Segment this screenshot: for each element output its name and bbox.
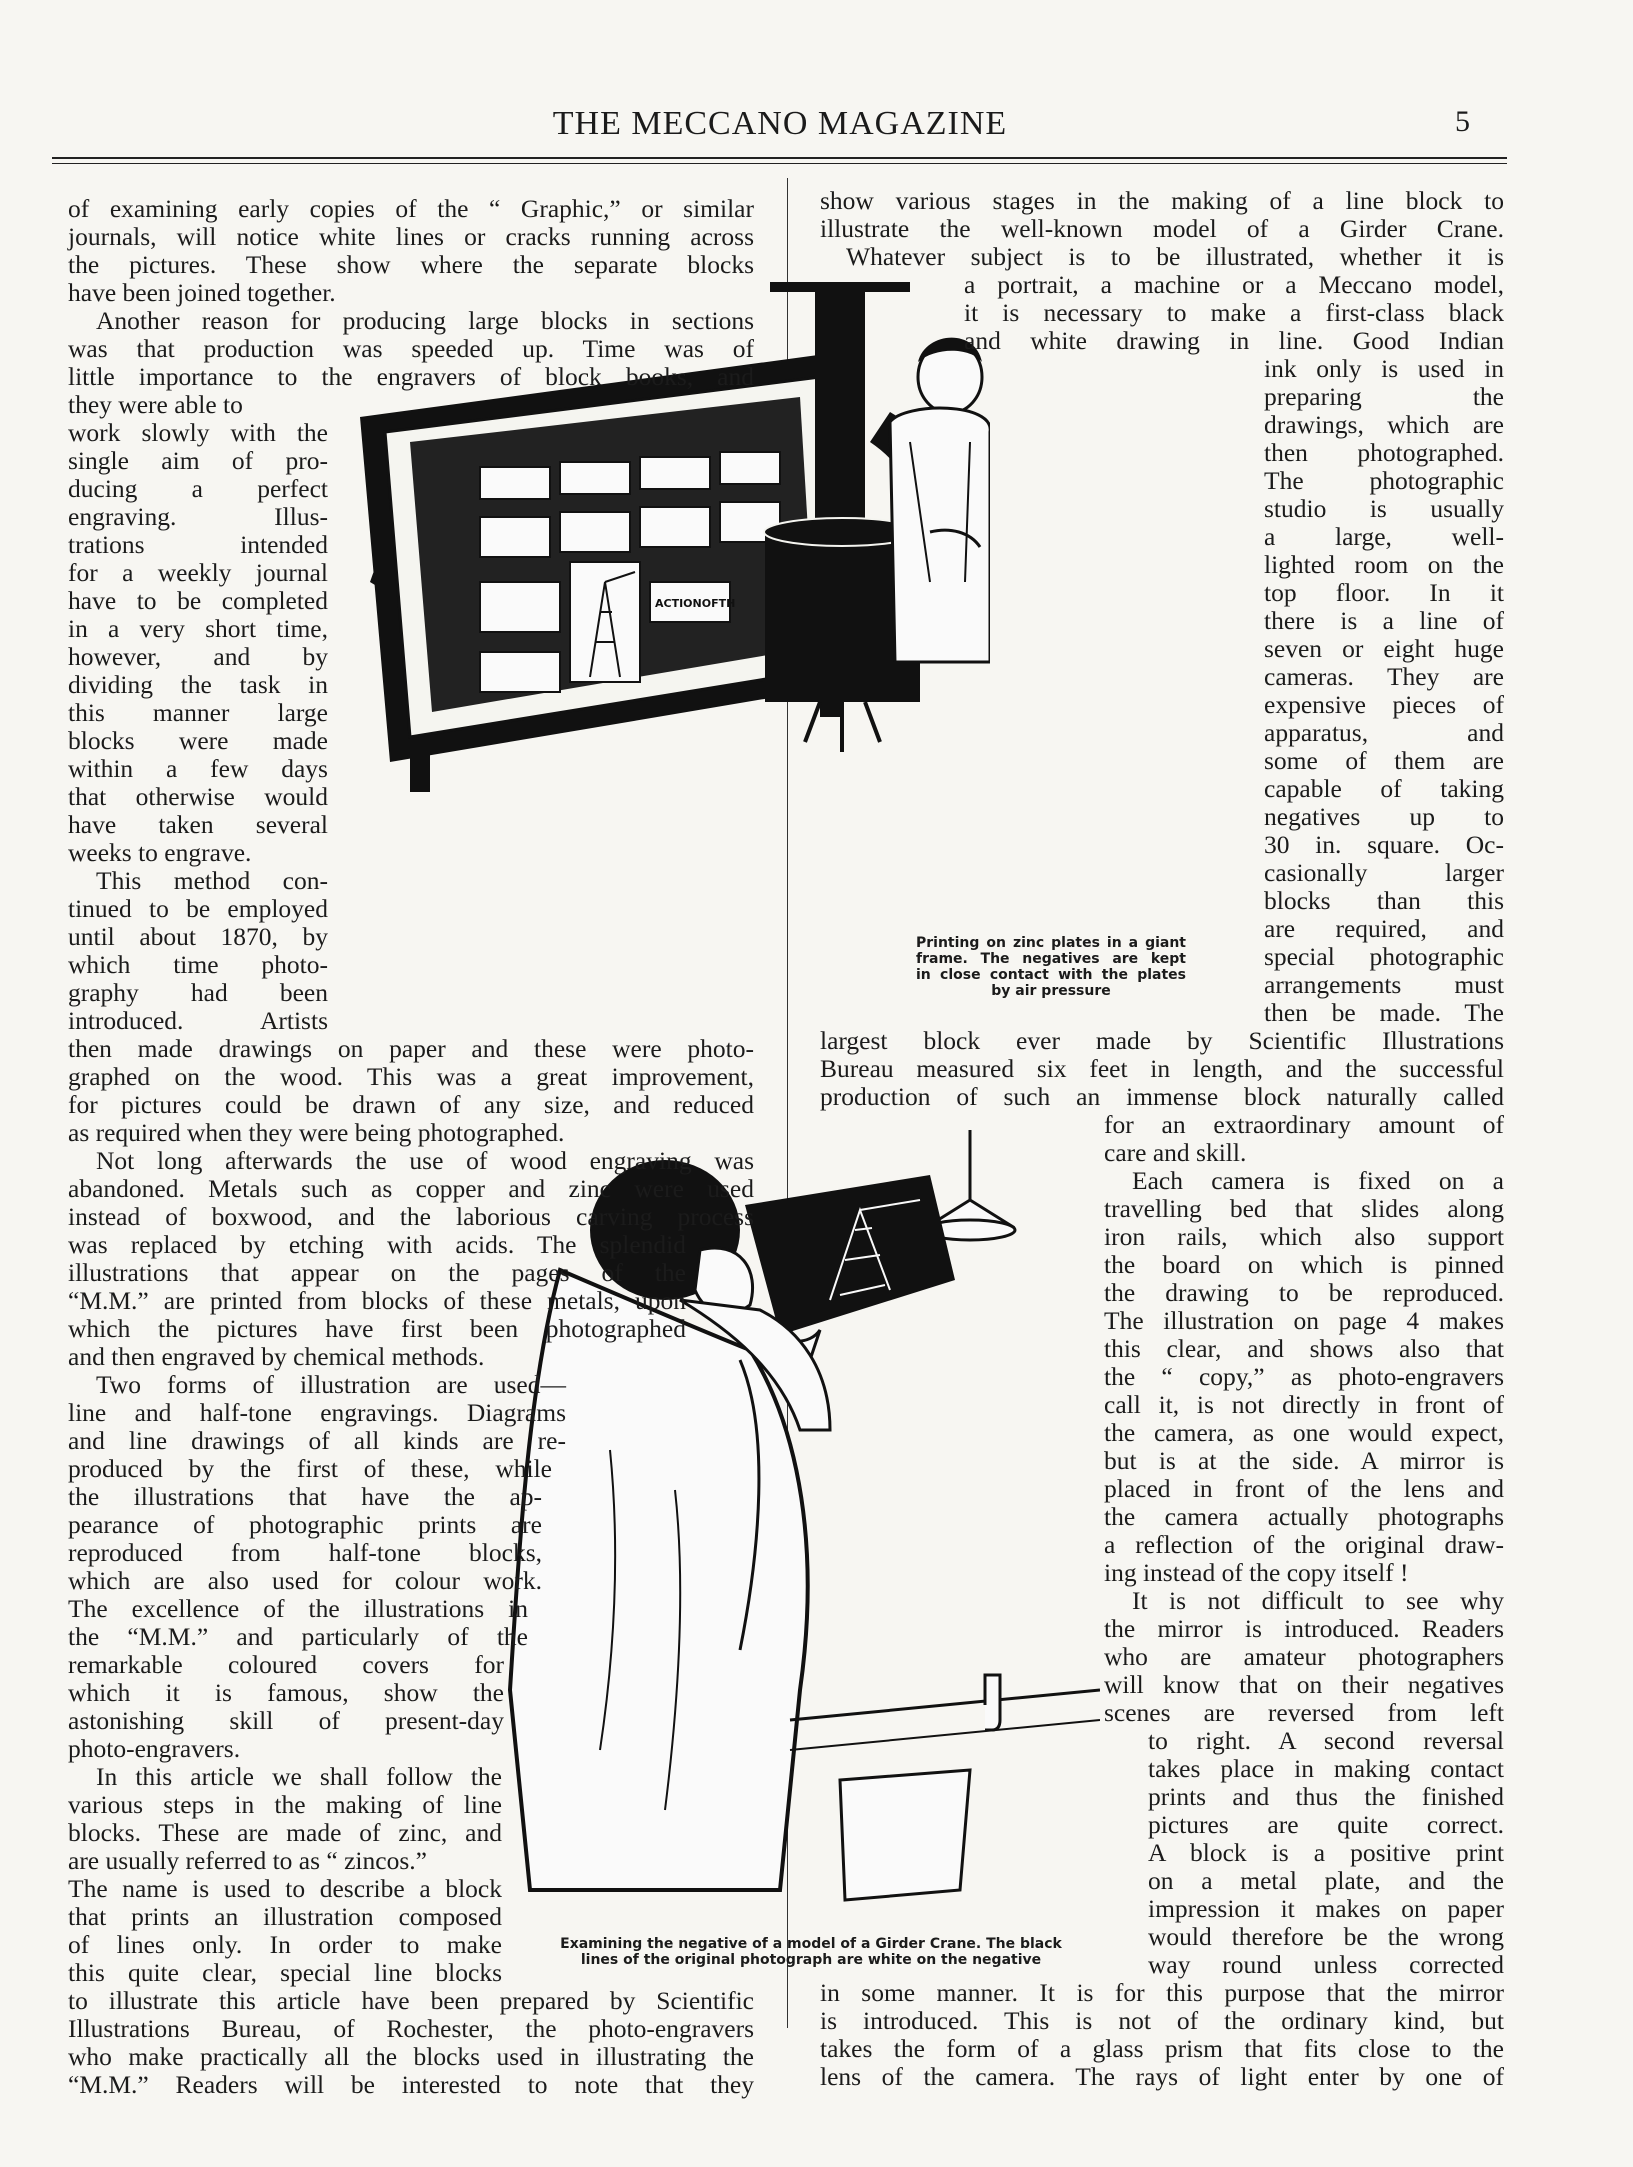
text-line: photo-engravers. xyxy=(68,1734,241,1763)
text-line: In this article we shall follow the xyxy=(96,1762,502,1791)
text-line: there is a line of xyxy=(1264,606,1504,635)
text-line: Not long afterwards the use of wood engraving was xyxy=(96,1146,754,1175)
text-line: capable of taking xyxy=(1264,774,1504,803)
caption-line: by air pressure xyxy=(991,983,1111,999)
text-line: graphy had been xyxy=(68,978,328,1007)
text-line: This method con- xyxy=(96,866,328,895)
text-line: takes the form of a glass prism that fits close to the xyxy=(820,2034,1504,2063)
text-line: who make practically all the blocks used in illustrating the xyxy=(68,2042,754,2071)
text-line: pearance of photographic prints are xyxy=(68,1510,542,1539)
svg-text:ACTIONOFTH: ACTIONOFTH xyxy=(655,597,736,610)
text-line: astonishing skill of present-day xyxy=(68,1706,504,1735)
text-line: are usually referred to as “ zincos.” xyxy=(68,1846,427,1875)
text-line: but is at the side. A mirror is xyxy=(1104,1446,1504,1475)
text-line: trations intended xyxy=(68,530,328,559)
text-line: to illustrate this article have been prepared by Scientific xyxy=(68,1986,754,2015)
text-line: drawings, which are xyxy=(1264,410,1504,439)
text-line: would therefore be the wrong xyxy=(1148,1922,1504,1951)
caption-printing-frame xyxy=(916,935,1186,999)
text-line: which the pictures have first been photographed xyxy=(68,1314,686,1343)
text-line: The name is used to describe a block xyxy=(68,1874,502,1903)
text-line: and line drawings of all kinds are re- xyxy=(68,1426,566,1455)
text-line: negatives up to xyxy=(1264,802,1504,831)
text-line: takes place in making contact xyxy=(1148,1754,1504,1783)
text-line: the pictures. These show where the separate blocks xyxy=(68,250,754,279)
text-line: reproduced from half-tone blocks, xyxy=(68,1538,542,1567)
text-line: will know that on their negatives xyxy=(1104,1670,1504,1699)
text-line: illustrations that appear on the pages of the xyxy=(68,1258,686,1287)
text-line: Each camera is fixed on a xyxy=(1132,1166,1504,1195)
text-line: lighted room on the xyxy=(1264,550,1504,579)
magazine-title: THE MECCANO MAGAZINE xyxy=(552,105,1008,142)
text-line: that otherwise would xyxy=(68,782,328,811)
text-line: this quite clear, special line blocks xyxy=(68,1958,502,1987)
text-line: then made drawings on paper and these were photo- xyxy=(68,1034,754,1063)
text-line: this manner large xyxy=(68,698,328,727)
text-line: line and half-tone engravings. Diagrams xyxy=(68,1398,566,1427)
text-line: casionally larger xyxy=(1264,858,1504,887)
text-line: little importance to the engravers of block books, and xyxy=(68,362,754,391)
text-line: produced by the first of these, while xyxy=(68,1454,552,1483)
text-line: within a few days xyxy=(68,754,328,783)
caption-line: frame. The negatives are kept xyxy=(916,951,1186,967)
text-line: have to be completed xyxy=(68,586,328,615)
text-line: are required, and xyxy=(1264,914,1504,943)
text-line: a reflection of the original draw- xyxy=(1104,1530,1504,1559)
text-line: that prints an illustration composed xyxy=(68,1902,502,1931)
text-line: the illustrations that have the ap- xyxy=(68,1482,542,1511)
caption-line: lines of the original photograph are white on the negative xyxy=(580,1952,1042,1968)
text-line: for an extraordinary amount of xyxy=(1104,1110,1504,1139)
text-line: preparing the xyxy=(1264,382,1504,411)
caption-line: Examining the negative of a model of a Girder Crane. The black xyxy=(560,1936,1062,1952)
text-line: The photographic xyxy=(1264,466,1504,495)
text-line: introduced. Artists xyxy=(68,1006,328,1035)
text-line: lens of the camera. The rays of light enter by one of xyxy=(820,2062,1504,2091)
text-line: apparatus, and xyxy=(1264,718,1504,747)
text-line: production of such an immense block naturally called xyxy=(820,1082,1504,1111)
text-line: then be made. The xyxy=(1264,998,1504,1027)
text-line: remarkable coloured covers for xyxy=(68,1650,504,1679)
text-line: however, and by xyxy=(68,642,328,671)
text-line: for pictures could be drawn of any size, and reduced xyxy=(68,1090,754,1119)
text-line: journals, will notice white lines or cracks running across xyxy=(68,222,754,251)
text-line: as required when they were being photographed. xyxy=(68,1118,565,1147)
text-line: “M.M.” Readers will be interested to note that they xyxy=(68,2070,754,2099)
text-line: of lines only. In order to make xyxy=(68,1930,502,1959)
text-line: prints and thus the finished xyxy=(1148,1782,1504,1811)
text-line: studio is usually xyxy=(1264,494,1504,523)
text-line: arrangements must xyxy=(1264,970,1504,999)
text-line: work slowly with the xyxy=(68,418,328,447)
text-line: blocks than this xyxy=(1264,886,1504,915)
text-line: iron rails, which also support xyxy=(1104,1222,1504,1251)
text-line: and then engraved by chemical methods. xyxy=(68,1342,485,1371)
text-line: various steps in the making of line xyxy=(68,1790,502,1819)
text-line: travelling bed that slides along xyxy=(1104,1194,1504,1223)
caption-examining-negative xyxy=(528,1936,1094,1968)
text-line: it is necessary to make a first-class black xyxy=(964,298,1504,327)
text-line: who are amateur photographers xyxy=(1104,1642,1504,1671)
text-line: “M.M.” are printed from blocks of these metals, upon xyxy=(68,1286,686,1315)
text-line: some of them are xyxy=(1264,746,1504,775)
text-line: impression it makes on paper xyxy=(1148,1894,1504,1923)
text-line: is introduced. This is not of the ordinary kind, but xyxy=(820,2006,1504,2035)
text-line: tinued to be employed xyxy=(68,894,328,923)
text-line: blocks. These are made of zinc, and xyxy=(68,1818,502,1847)
text-line: this clear, and shows also that xyxy=(1104,1334,1504,1363)
text-line: the board on which is pinned xyxy=(1104,1250,1504,1279)
text-line: abandoned. Metals such as copper and zinc were used xyxy=(68,1174,754,1203)
text-line: Whatever subject is to be illustrated, whether it is xyxy=(846,242,1504,271)
text-line: they were able to xyxy=(68,390,243,419)
text-line: care and skill. xyxy=(1104,1138,1247,1167)
text-line: call it, is not directly in front of xyxy=(1104,1390,1504,1419)
text-line: top floor. In it xyxy=(1264,578,1504,607)
text-line: largest block ever made by Scientific Illustrations xyxy=(820,1026,1504,1055)
text-line: instead of boxwood, and the laborious carving process xyxy=(68,1202,754,1231)
text-line: the mirror is introduced. Readers xyxy=(1104,1614,1504,1643)
text-line: which time photo- xyxy=(68,950,328,979)
text-line: the “ copy,” as photo-engravers xyxy=(1104,1362,1504,1391)
text-line: have been joined together. xyxy=(68,278,336,307)
text-line: show various stages in the making of a line block to xyxy=(820,186,1504,215)
text-line: expensive pieces of xyxy=(1264,690,1504,719)
text-line: the camera, as one would expect, xyxy=(1104,1418,1504,1447)
text-line: ing instead of the copy itself ! xyxy=(1104,1558,1409,1587)
text-line: cameras. They are xyxy=(1264,662,1504,691)
text-line: which it is famous, show the xyxy=(68,1678,504,1707)
text-line: It is not difficult to see why xyxy=(1132,1586,1504,1615)
text-line: was that production was speeded up. Time was of xyxy=(68,334,754,363)
page-number: 5 xyxy=(1455,105,1470,138)
text-line: a portrait, a machine or a Meccano model, xyxy=(964,270,1504,299)
text-line: then photographed. xyxy=(1264,438,1504,467)
text-line: single aim of pro- xyxy=(68,446,328,475)
text-line: ink only is used in xyxy=(1264,354,1504,383)
text-line: A block is a positive print xyxy=(1148,1838,1504,1867)
text-line: until about 1870, by xyxy=(68,922,328,951)
text-line: illustrate the well-known model of a Girder Crane. xyxy=(820,214,1504,243)
text-line: scenes are reversed from left xyxy=(1104,1698,1504,1727)
text-line: The illustration on page 4 makes xyxy=(1104,1306,1504,1335)
text-line: graphed on the wood. This was a great improvement, xyxy=(68,1062,754,1091)
text-line: which are also used for colour work. xyxy=(68,1566,542,1595)
text-line: on a metal plate, and the xyxy=(1148,1866,1504,1895)
text-line: in a very short time, xyxy=(68,614,328,643)
text-line: for a weekly journal xyxy=(68,558,328,587)
text-line: the camera actually photographs xyxy=(1104,1502,1504,1531)
text-line: way round unless corrected xyxy=(1148,1950,1504,1979)
text-line: placed in front of the lens and xyxy=(1104,1474,1504,1503)
text-line: of examining early copies of the “ Graphic,” or similar xyxy=(68,194,754,223)
text-line: 30 in. square. Oc- xyxy=(1264,830,1504,859)
text-line: Two forms of illustration are used— xyxy=(96,1370,566,1399)
text-line: seven or eight huge xyxy=(1264,634,1504,663)
text-line: was replaced by etching with acids. The splendid xyxy=(68,1230,686,1259)
text-line: Illustrations Bureau, of Rochester, the photo-engravers xyxy=(68,2014,754,2043)
text-line: dividing the task in xyxy=(68,670,328,699)
header-rule-thin xyxy=(52,163,1507,164)
text-line: the “M.M.” and particularly of the xyxy=(68,1622,528,1651)
text-line: the drawing to be reproduced. xyxy=(1104,1278,1504,1307)
text-line: blocks were made xyxy=(68,726,328,755)
text-line: special photographic xyxy=(1264,942,1504,971)
text-line: weeks to engrave. xyxy=(68,838,252,867)
text-line: a large, well- xyxy=(1264,522,1504,551)
caption-line: Printing on zinc plates in a giant xyxy=(916,935,1186,951)
text-line: ducing a perfect xyxy=(68,474,328,503)
caption-line: in close contact with the plates xyxy=(916,967,1186,983)
text-line: and white drawing in line. Good Indian xyxy=(964,326,1504,355)
text-line: pictures are quite correct. xyxy=(1148,1810,1504,1839)
text-line: in some manner. It is for this purpose that the mirror xyxy=(820,1978,1504,2007)
text-line: Another reason for producing large blocks in sections xyxy=(96,306,754,335)
text-line: have taken several xyxy=(68,810,328,839)
header-rule xyxy=(52,157,1507,159)
text-line: engraving. Illus- xyxy=(68,502,328,531)
text-line: The excellence of the illustrations in xyxy=(68,1594,528,1623)
text-line: to right. A second reversal xyxy=(1148,1726,1504,1755)
text-line: Bureau measured six feet in length, and the successful xyxy=(820,1054,1504,1083)
